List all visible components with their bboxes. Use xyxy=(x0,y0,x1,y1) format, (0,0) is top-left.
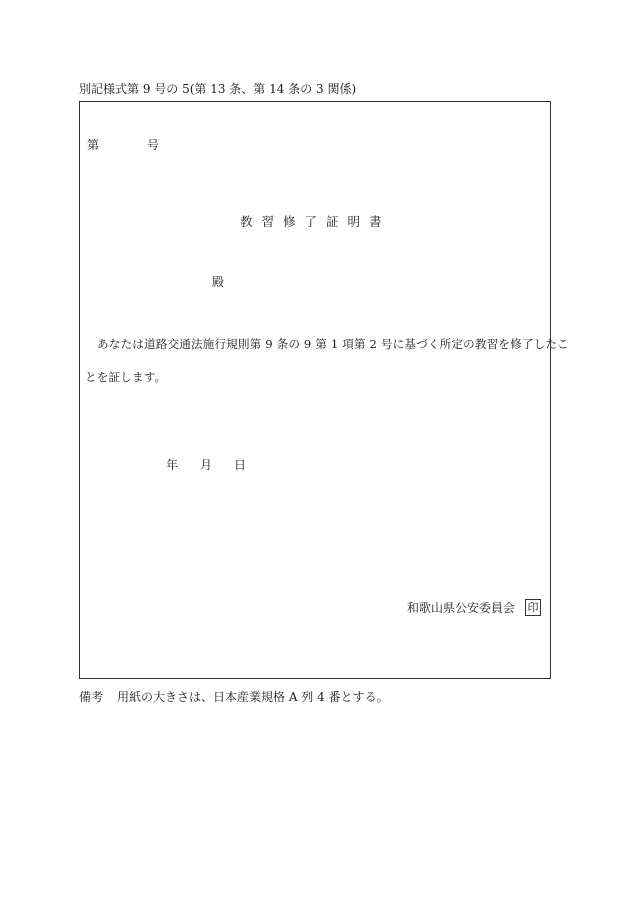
footnote xyxy=(79,688,389,705)
footnote-label: 備考 xyxy=(79,690,104,704)
issuer xyxy=(407,599,541,616)
document-title: 教習修了証明書 xyxy=(240,214,391,229)
seal-mark: 印 xyxy=(525,599,541,616)
body-line-2: とを証します。 xyxy=(85,370,167,384)
addressee-honorific: 殿 xyxy=(212,275,225,289)
certificate-body xyxy=(85,328,569,394)
number-suffix: 号 xyxy=(147,138,160,152)
date-month: 月 xyxy=(200,458,213,472)
footnote-text: 用紙の大きさは、日本産業規格 A 列 4 番とする。 xyxy=(117,690,389,704)
issuer-name: 和歌山県公安委員会 xyxy=(406,601,515,615)
certificate-number xyxy=(87,136,159,153)
date-day: 日 xyxy=(234,458,247,472)
form-reference: 別記様式第 9 号の 5(第 13 条、第 14 条の 3 関係) xyxy=(79,82,357,96)
number-prefix: 第 xyxy=(87,138,100,152)
date-year: 年 xyxy=(166,458,179,472)
body-line-1: あなたは道路交通法施行規則第 9 条の 9 第 1 項第 2 号に基づく所定の教習を修了したこ xyxy=(97,337,569,351)
issue-date xyxy=(166,456,246,473)
certificate-form xyxy=(79,101,569,679)
